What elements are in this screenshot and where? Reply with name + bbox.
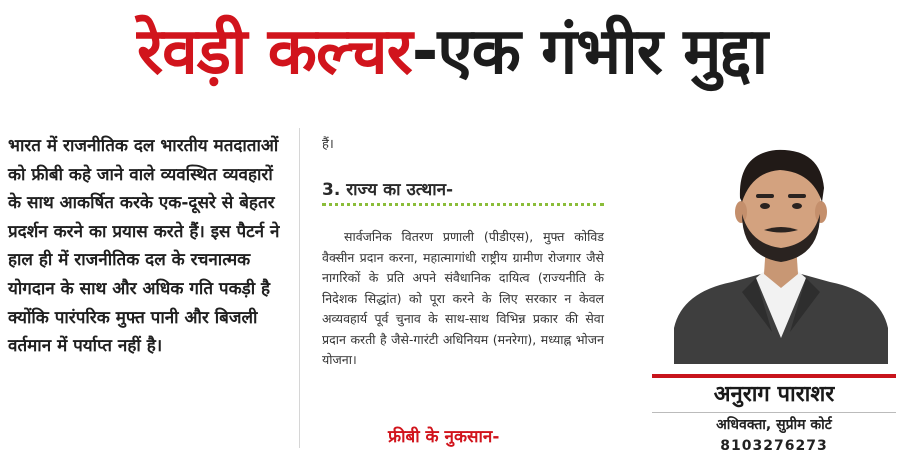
column-divider (299, 128, 300, 448)
continuation-text: हैं। (322, 137, 334, 152)
author-photo (672, 132, 890, 364)
author-title: अधिवक्ता, सुप्रीम कोर्ट (716, 417, 832, 433)
author-phone: 8103276273 (720, 438, 828, 454)
intro-paragraph: भारत में राजनीतिक दल भारतीय मतदाताओं को फ्रीबी कहे जाने वाले व्यवस्थित व्यवहारों के साथ आकर्षित करके एक-दूसरे से बेहतर प्रदर्शन करने का प्रयास करते हैं। इस पैटर्न ने हाल ही में राजनीतिक दल के रचनात्मक योगदान के साथ और अधिक गति पकड़ी है क्योंकि पारंपरिक मुफ्त पानी और बिजली वर्तमान में पर्याप्त नहीं है। (8, 136, 280, 357)
section-body: सार्वजनिक वितरण प्रणाली (पीडीएस), मुफ्त कोविड वैक्सीन प्रदान करना, महात्मागांधी राष्ट्रीय ग्रामीण रोजगार जैसे नागरिकों के प्रति अपने संवैधानिक दायित्व (राज्यनीति के निदेशक सिद्धांत) को पूरा करने के लिए सरकार न केवल अव्यवहार्य पूर्व चुनाव के साथ-साथ विभिन्न प्रकार की सेवा प्रदान करती है जैसे-गारंटी अधिनियम (मनरेगा), मध्याह्न भोजन योजना। (322, 229, 604, 367)
author-portrait-icon (672, 132, 890, 364)
author-name: अनुराग पाराशर (713, 382, 835, 407)
author-accent-bar (652, 374, 896, 378)
headline-red-part: रेवड़ी कल्चर (136, 15, 412, 89)
headline (0, 0, 904, 104)
freebie-harm-heading: फ्रीबी के नुकसान- (388, 427, 500, 447)
section-heading: 3. राज्य का उत्थान- (322, 180, 454, 200)
author-divider (652, 412, 896, 413)
dotted-rule (322, 203, 604, 206)
headline-black-part: -एक गंभीर मुद्दा (411, 15, 768, 89)
